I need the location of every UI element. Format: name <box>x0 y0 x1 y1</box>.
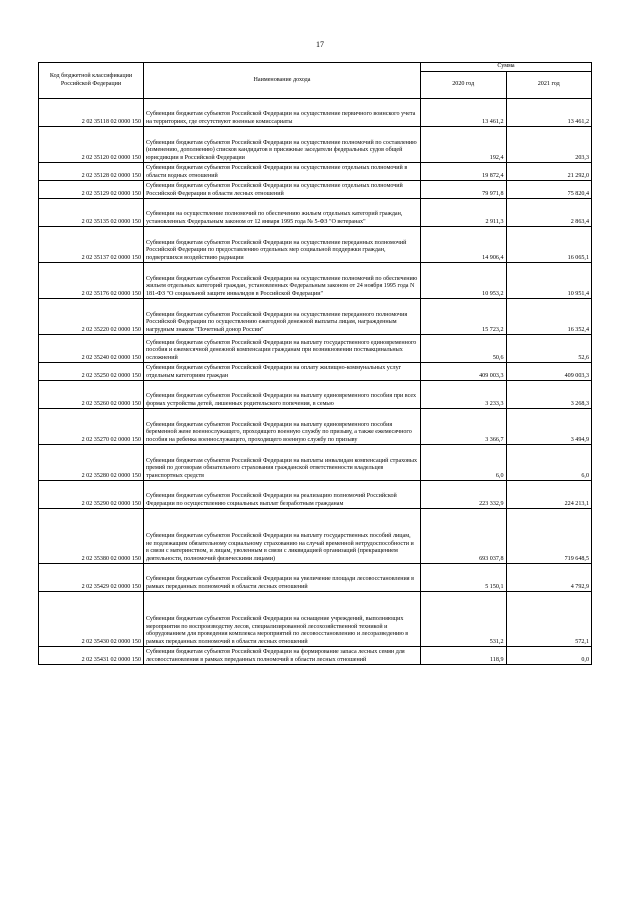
value-2021-cell: 3 494,9 <box>506 409 592 445</box>
name-cell: Субвенции бюджетам субъектов Российской Федерации на осуществление отдельных полномочий в области водных отношений <box>144 163 421 181</box>
code-cell: 2 02 35128 02 0000 150 <box>39 163 144 181</box>
table-row <box>39 564 592 592</box>
name-cell: Субвенции бюджетам субъектов Российской Федерации на осуществление переданного полномочия Российской Федерации по осуществлению ежегодной денежной выплаты лицам, награжденным нагрудным знаком "Почетный донор России" <box>144 299 421 335</box>
code-cell: 2 02 35220 02 0000 150 <box>39 299 144 335</box>
table-row <box>39 299 592 335</box>
value-2021-cell: 21 292,0 <box>506 163 592 181</box>
name-cell: Субвенции бюджетам субъектов Российской Федерации на выплаты инвалидам компенсаций страховых премий по договорам обязательного страхования гражданской ответственности владельцев транспортных средств <box>144 445 421 481</box>
name-cell: Субвенции бюджетам субъектов Российской Федерации на формирование запаса лесных семян для лесовосстановления в рамках переданных полномочий в области лесных отношений <box>144 647 421 665</box>
table-row <box>39 509 592 564</box>
code-cell: 2 02 35431 02 0000 150 <box>39 647 144 665</box>
code-cell: 2 02 35176 02 0000 150 <box>39 263 144 299</box>
table-row <box>39 647 592 665</box>
value-2021-cell: 719 648,5 <box>506 509 592 564</box>
table-row <box>39 381 592 409</box>
table-header-row <box>39 63 592 72</box>
code-cell: 2 02 35430 02 0000 150 <box>39 592 144 647</box>
table-row <box>39 263 592 299</box>
table-row <box>39 227 592 263</box>
code-cell: 2 02 35280 02 0000 150 <box>39 445 144 481</box>
value-2020-cell: 6,0 <box>421 445 507 481</box>
name-cell: Субвенции бюджетам субъектов Российской Федерации на осуществление переданных полномочий Российской Федерации по предоставлению отдельных мер социальной поддержки граждан, подвергшихся воздействию радиации <box>144 227 421 263</box>
value-2020-cell: 531,2 <box>421 592 507 647</box>
name-cell: Субвенции бюджетам субъектов Российской Федерации на осуществление первичного воинского учета на территориях, где отсутствуют военные комиссариаты <box>144 99 421 127</box>
code-cell: 2 02 35270 02 0000 150 <box>39 409 144 445</box>
table-row <box>39 445 592 481</box>
code-cell: 2 02 35120 02 0000 150 <box>39 127 144 163</box>
value-2021-cell: 13 461,2 <box>506 99 592 127</box>
value-2020-cell: 79 971,8 <box>421 181 507 199</box>
value-2020-cell: 223 332,9 <box>421 481 507 509</box>
header-year-2020: 2020 год <box>421 72 507 99</box>
header-name: Наименование дохода <box>144 63 421 99</box>
value-2021-cell: 52,6 <box>506 335 592 363</box>
value-2020-cell: 13 461,2 <box>421 99 507 127</box>
value-2021-cell: 75 820,4 <box>506 181 592 199</box>
value-2021-cell: 0,0 <box>506 647 592 665</box>
page-number: 17 <box>316 40 324 49</box>
value-2020-cell: 10 953,2 <box>421 263 507 299</box>
name-cell: Субвенции бюджетам субъектов Российской Федерации на оплату жилищно-коммунальных услуг отдельным категориям граждан <box>144 363 421 381</box>
value-2020-cell: 15 723,2 <box>421 299 507 335</box>
code-cell: 2 02 35260 02 0000 150 <box>39 381 144 409</box>
name-cell: Субвенции бюджетам субъектов Российской Федерации на выплату единовременного пособия беременной жене военнослужащего, проходящего военную службу по призыву, а также ежемесячного пособия на ребенка военнослужащего, проходящего военную службу по призыву <box>144 409 421 445</box>
table-row <box>39 592 592 647</box>
value-2020-cell: 19 872,4 <box>421 163 507 181</box>
name-cell: Субвенции бюджетам субъектов Российской Федерации на выплату государственных пособий лицам, не подлежащим обязательному социальному страхованию на случай временной нетрудоспособности и в связи с материнством, и лицам, уволенным в связи с ликвидацией организаций (прекращением деятельности, полномочий физическими лицами) <box>144 509 421 564</box>
code-cell: 2 02 35137 02 0000 150 <box>39 227 144 263</box>
header-code: Код бюджетной классификации Российской Федерации <box>39 63 144 99</box>
name-cell: Субвенции бюджетам субъектов Российской Федерации на осуществление полномочий по составлению (изменению, дополнению) списков кандидатов в присяжные заседатели федеральных судов общей юрисдикции в Российской Федерации <box>144 127 421 163</box>
code-cell: 2 02 35290 02 0000 150 <box>39 481 144 509</box>
value-2020-cell: 14 906,4 <box>421 227 507 263</box>
value-2021-cell: 16 065,1 <box>506 227 592 263</box>
value-2021-cell: 6,0 <box>506 445 592 481</box>
value-2020-cell: 192,4 <box>421 127 507 163</box>
code-cell: 2 02 35129 02 0000 150 <box>39 181 144 199</box>
name-cell: Субвенции на осуществление полномочий по обеспечению жильем отдельных категорий граждан, установленных Федеральным законом от 12 января 1995 года № 5-ФЗ "О ветеранах" <box>144 199 421 227</box>
table-row <box>39 181 592 199</box>
code-cell: 2 02 35240 02 0000 150 <box>39 335 144 363</box>
name-cell: Субвенции бюджетам субъектов Российской Федерации на выплату государственного единовременного пособия и ежемесячной денежной компенсации гражданам при возникновении поствакцинальных осложнений <box>144 335 421 363</box>
table-row <box>39 127 592 163</box>
name-cell: Субвенции бюджетам субъектов Российской Федерации на осуществление отдельных полномочий Российской Федерации в области лесных отношений <box>144 181 421 199</box>
value-2021-cell: 3 268,3 <box>506 381 592 409</box>
header-year-2021: 2021 год <box>506 72 592 99</box>
code-cell: 2 02 35118 02 0000 150 <box>39 99 144 127</box>
value-2020-cell: 50,6 <box>421 335 507 363</box>
table-row <box>39 163 592 181</box>
value-2020-cell: 693 037,8 <box>421 509 507 564</box>
table-row <box>39 335 592 363</box>
value-2021-cell: 409 003,3 <box>506 363 592 381</box>
value-2020-cell: 118,9 <box>421 647 507 665</box>
code-cell: 2 02 35429 02 0000 150 <box>39 564 144 592</box>
value-2020-cell: 409 003,3 <box>421 363 507 381</box>
code-cell: 2 02 35380 02 0000 150 <box>39 509 144 564</box>
name-cell: Субвенции бюджетам субъектов Российской Федерации на осуществление полномочий по обеспечению жильем отдельных категорий граждан, установленных Федеральным законом от 24 ноября 1995 года N 181-ФЗ "О социальной защите инвалидов в Российской Федерации" <box>144 263 421 299</box>
value-2020-cell: 3 233,3 <box>421 381 507 409</box>
table-row <box>39 99 592 127</box>
code-cell: 2 02 35135 02 0000 150 <box>39 199 144 227</box>
value-2021-cell: 572,1 <box>506 592 592 647</box>
name-cell: Субвенции бюджетам субъектов Российской Федерации на оснащение учреждений, выполняющих мероприятия по воспроизводству лесов, специализированной лесохозяйственной техникой и оборудованием для проведения комплекса мероприятий по лесовосстановлению и лесоразведению в рамках переданных полномочий в области лесных отношений <box>144 592 421 647</box>
table-row <box>39 199 592 227</box>
name-cell: Субвенции бюджетам субъектов Российской Федерации на увеличение площади лесовосстановления в рамках переданных полномочий в области лесных отношений <box>144 564 421 592</box>
value-2021-cell: 10 951,4 <box>506 263 592 299</box>
value-2021-cell: 203,3 <box>506 127 592 163</box>
value-2021-cell: 2 863,4 <box>506 199 592 227</box>
name-cell: Субвенции бюджетам субъектов Российской Федерации на выплату единовременного пособия при всех формах устройства детей, лишенных родительского попечения, в семью <box>144 381 421 409</box>
table-body <box>39 99 592 665</box>
header-sum: Сумма <box>421 63 592 72</box>
value-2021-cell: 16 352,4 <box>506 299 592 335</box>
value-2021-cell: 4 792,9 <box>506 564 592 592</box>
table-row <box>39 409 592 445</box>
value-2020-cell: 5 150,1 <box>421 564 507 592</box>
value-2020-cell: 3 366,7 <box>421 409 507 445</box>
value-2021-cell: 224 213,1 <box>506 481 592 509</box>
name-cell: Субвенции бюджетам субъектов Российской Федерации на реализацию полномочий Российской Федерации по осуществлению социальных выплат безработным гражданам <box>144 481 421 509</box>
value-2020-cell: 2 911,3 <box>421 199 507 227</box>
table-row <box>39 481 592 509</box>
revenue-table <box>38 62 592 665</box>
table-row <box>39 363 592 381</box>
code-cell: 2 02 35250 02 0000 150 <box>39 363 144 381</box>
